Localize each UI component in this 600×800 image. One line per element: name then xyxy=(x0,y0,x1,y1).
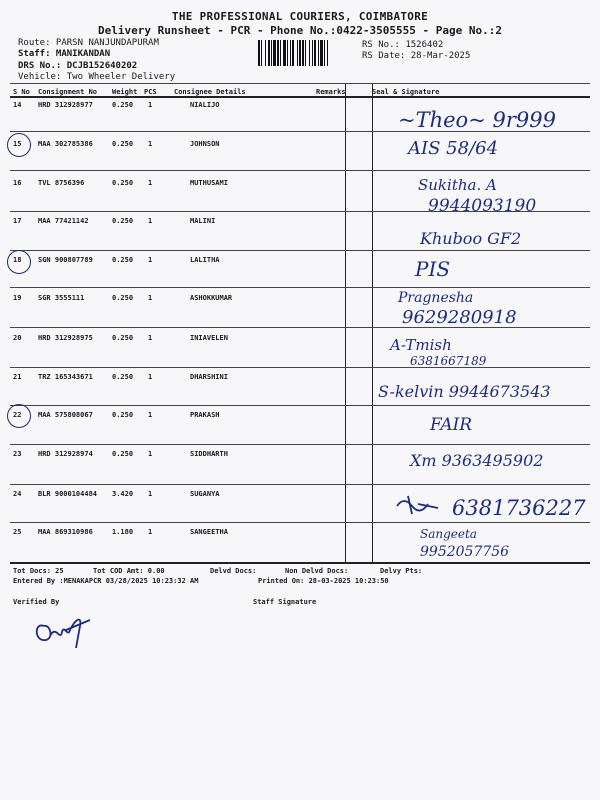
total-docs: Tot Docs: 25 xyxy=(13,567,64,575)
verifier-signature xyxy=(30,608,100,650)
total-cod-amount: Tot COD Amt: 0.00 xyxy=(93,567,165,575)
row-divider xyxy=(10,367,590,368)
row-consignee: NIALIJO xyxy=(190,101,220,109)
row-consignee: ASHOKKUMAR xyxy=(190,294,233,302)
handwritten-signature: A-Tmish xyxy=(390,336,452,354)
verified-by-label: Verified By xyxy=(13,598,60,606)
row-consignment-no: BLR 9000104484 xyxy=(38,490,98,498)
signature-column-divider xyxy=(372,84,373,562)
row-sno: 20 xyxy=(13,334,22,342)
row-pcs: 1 xyxy=(148,490,153,498)
row-pcs: 1 xyxy=(148,140,153,148)
row-weight: 0.250 xyxy=(112,294,134,302)
row-pcs: 1 xyxy=(148,217,153,225)
row-sno: 15 xyxy=(13,140,22,148)
company-title: THE PROFESSIONAL COURIERS, COIMBATORE xyxy=(171,10,429,23)
route-label: Route: PARSN NANJUNDAPURAM xyxy=(18,38,159,48)
rs-number: RS No.: 1526402 xyxy=(362,40,444,50)
row-circle-mark xyxy=(7,404,31,428)
row-pcs: 1 xyxy=(148,101,153,109)
handwritten-phone: 9944093190 xyxy=(428,196,537,216)
row-sno: 16 xyxy=(13,179,22,187)
col-header-consignee: Consignee Details xyxy=(174,88,246,96)
row-consignee: LALITHA xyxy=(190,256,220,264)
row-pcs: 1 xyxy=(148,450,153,458)
row-pcs: 1 xyxy=(148,373,153,381)
row-sno: 22 xyxy=(13,411,22,419)
handwritten-signature: Pragnesha xyxy=(398,290,474,306)
row-sno: 18 xyxy=(13,256,22,264)
row-consignee: SUGANYA xyxy=(190,490,220,498)
row-divider xyxy=(10,327,590,328)
col-header-pcs: PCS xyxy=(144,88,157,96)
col-header-consignment: Consignment No xyxy=(38,88,98,96)
row-consignment-no: MAA 869310986 xyxy=(38,528,93,536)
runsheet-subtitle: Delivery Runsheet - PCR - Phone No.:0422-3505555 - Page No.:2 xyxy=(98,24,502,37)
row-circle-mark xyxy=(7,133,31,157)
row-weight: 0.250 xyxy=(112,373,134,381)
row-pcs: 1 xyxy=(148,294,153,302)
row-consignee: SIDDHARTH xyxy=(190,450,228,458)
row-pcs: 1 xyxy=(148,528,153,536)
handwritten-signature: S-kelvin 9944673543 xyxy=(378,382,551,401)
row-weight: 0.250 xyxy=(112,101,134,109)
row-weight: 0.250 xyxy=(112,179,134,187)
row-divider xyxy=(10,444,590,445)
row-weight: 0.250 xyxy=(112,411,134,419)
row-divider xyxy=(10,131,590,132)
row-consignment-no: SGN 900807789 xyxy=(38,256,93,264)
row-pcs: 1 xyxy=(148,256,153,264)
vehicle-label: Vehicle: Two Wheeler Delivery xyxy=(18,72,176,82)
row-consignment-no: TRZ 165343671 xyxy=(38,373,93,381)
row-pcs: 1 xyxy=(148,334,153,342)
delivery-points: Delvy Pts: xyxy=(380,567,423,575)
row-consignment-no: SGR 3555111 xyxy=(38,294,85,302)
row-divider xyxy=(10,250,590,251)
row-weight: 0.250 xyxy=(112,334,134,342)
col-header-weight: Weight xyxy=(112,88,138,96)
staff-label: Staff: MANIKANDAN xyxy=(18,49,111,59)
handwritten-signature: FAIR xyxy=(430,415,473,435)
printed-on: Printed On: 28-03-2025 10:23:50 xyxy=(258,577,389,585)
row-weight: 3.420 xyxy=(112,490,134,498)
staff-signature-label: Staff Signature xyxy=(253,598,317,606)
row-circle-mark xyxy=(7,250,31,274)
handwritten-signature: Khuboo GF2 xyxy=(420,229,522,248)
row-consignee: JOHNSON xyxy=(190,140,220,148)
row-consignee: MALINI xyxy=(190,217,216,225)
barcode-image xyxy=(258,40,356,66)
rs-date: RS Date: 28-Mar-2025 xyxy=(362,51,471,61)
row-divider xyxy=(10,522,590,523)
delivered-docs: Delvd Docs: xyxy=(210,567,257,575)
row-sno: 23 xyxy=(13,450,22,458)
handwritten-phone: 6381736227 xyxy=(452,496,586,520)
row-consignment-no: TVL 8756396 xyxy=(38,179,85,187)
handwritten-signature: Sangeeta xyxy=(420,527,477,541)
handwritten-signature: Sukitha. A xyxy=(418,176,497,194)
row-consignment-no: MAA 77421142 xyxy=(38,217,89,225)
col-header-sno: S No xyxy=(13,88,30,96)
row-sno: 21 xyxy=(13,373,22,381)
row-weight: 0.250 xyxy=(112,217,134,225)
remarks-column-divider xyxy=(345,84,346,562)
drs-number: DRS No.: DCJB152640202 xyxy=(18,61,138,71)
row-consignee: INIAVELEN xyxy=(190,334,228,342)
row-divider xyxy=(10,484,590,485)
row-consignment-no: HRD 312928975 xyxy=(38,334,93,342)
handwritten-phone: 6381667189 xyxy=(410,354,487,368)
col-header-remarks: Remarks xyxy=(316,88,346,96)
row-divider xyxy=(10,287,590,288)
row-weight: 1.180 xyxy=(112,528,134,536)
row-sno: 19 xyxy=(13,294,22,302)
row-consignment-no: HRD 312928974 xyxy=(38,450,93,458)
row-consignment-no: MAA 575808067 xyxy=(38,411,93,419)
handwritten-phone: 9952057756 xyxy=(420,544,510,560)
row-divider xyxy=(10,170,590,171)
row-sno: 14 xyxy=(13,101,22,109)
handwritten-phone: 9629280918 xyxy=(402,307,517,328)
row-consignee: DHARSHINI xyxy=(190,373,228,381)
row-pcs: 1 xyxy=(148,179,153,187)
handwritten-scribble xyxy=(394,494,444,516)
row-consignee: SANGEETHA xyxy=(190,528,228,536)
table-bottom-rule xyxy=(10,562,590,564)
row-weight: 0.250 xyxy=(112,256,134,264)
handwritten-note: AIS 58/64 xyxy=(408,138,499,159)
row-divider xyxy=(10,405,590,406)
row-sno: 25 xyxy=(13,528,22,536)
row-consignee: MUTHUSAMI xyxy=(190,179,228,187)
table-header-rule xyxy=(10,96,590,98)
row-consignment-no: HRD 312928977 xyxy=(38,101,93,109)
handwritten-signature: PIS xyxy=(415,257,451,281)
row-weight: 0.250 xyxy=(112,140,134,148)
handwritten-signature: ~Theo~ 9r999 xyxy=(398,108,556,132)
row-divider xyxy=(10,211,590,212)
table-top-rule xyxy=(10,83,590,84)
entered-by: Entered By :MENAKAPCR 03/28/2025 10:23:32 AM xyxy=(13,577,199,585)
row-pcs: 1 xyxy=(148,411,153,419)
col-header-seal-signature: Seal & Signature xyxy=(372,88,440,96)
row-consignee: PRAKASH xyxy=(190,411,220,419)
row-weight: 0.250 xyxy=(112,450,134,458)
row-sno: 24 xyxy=(13,490,22,498)
handwritten-signature: Xm 9363495902 xyxy=(410,451,544,470)
non-delivered-docs: Non Delvd Docs: xyxy=(285,567,349,575)
row-consignment-no: MAA 302785386 xyxy=(38,140,93,148)
row-sno: 17 xyxy=(13,217,22,225)
